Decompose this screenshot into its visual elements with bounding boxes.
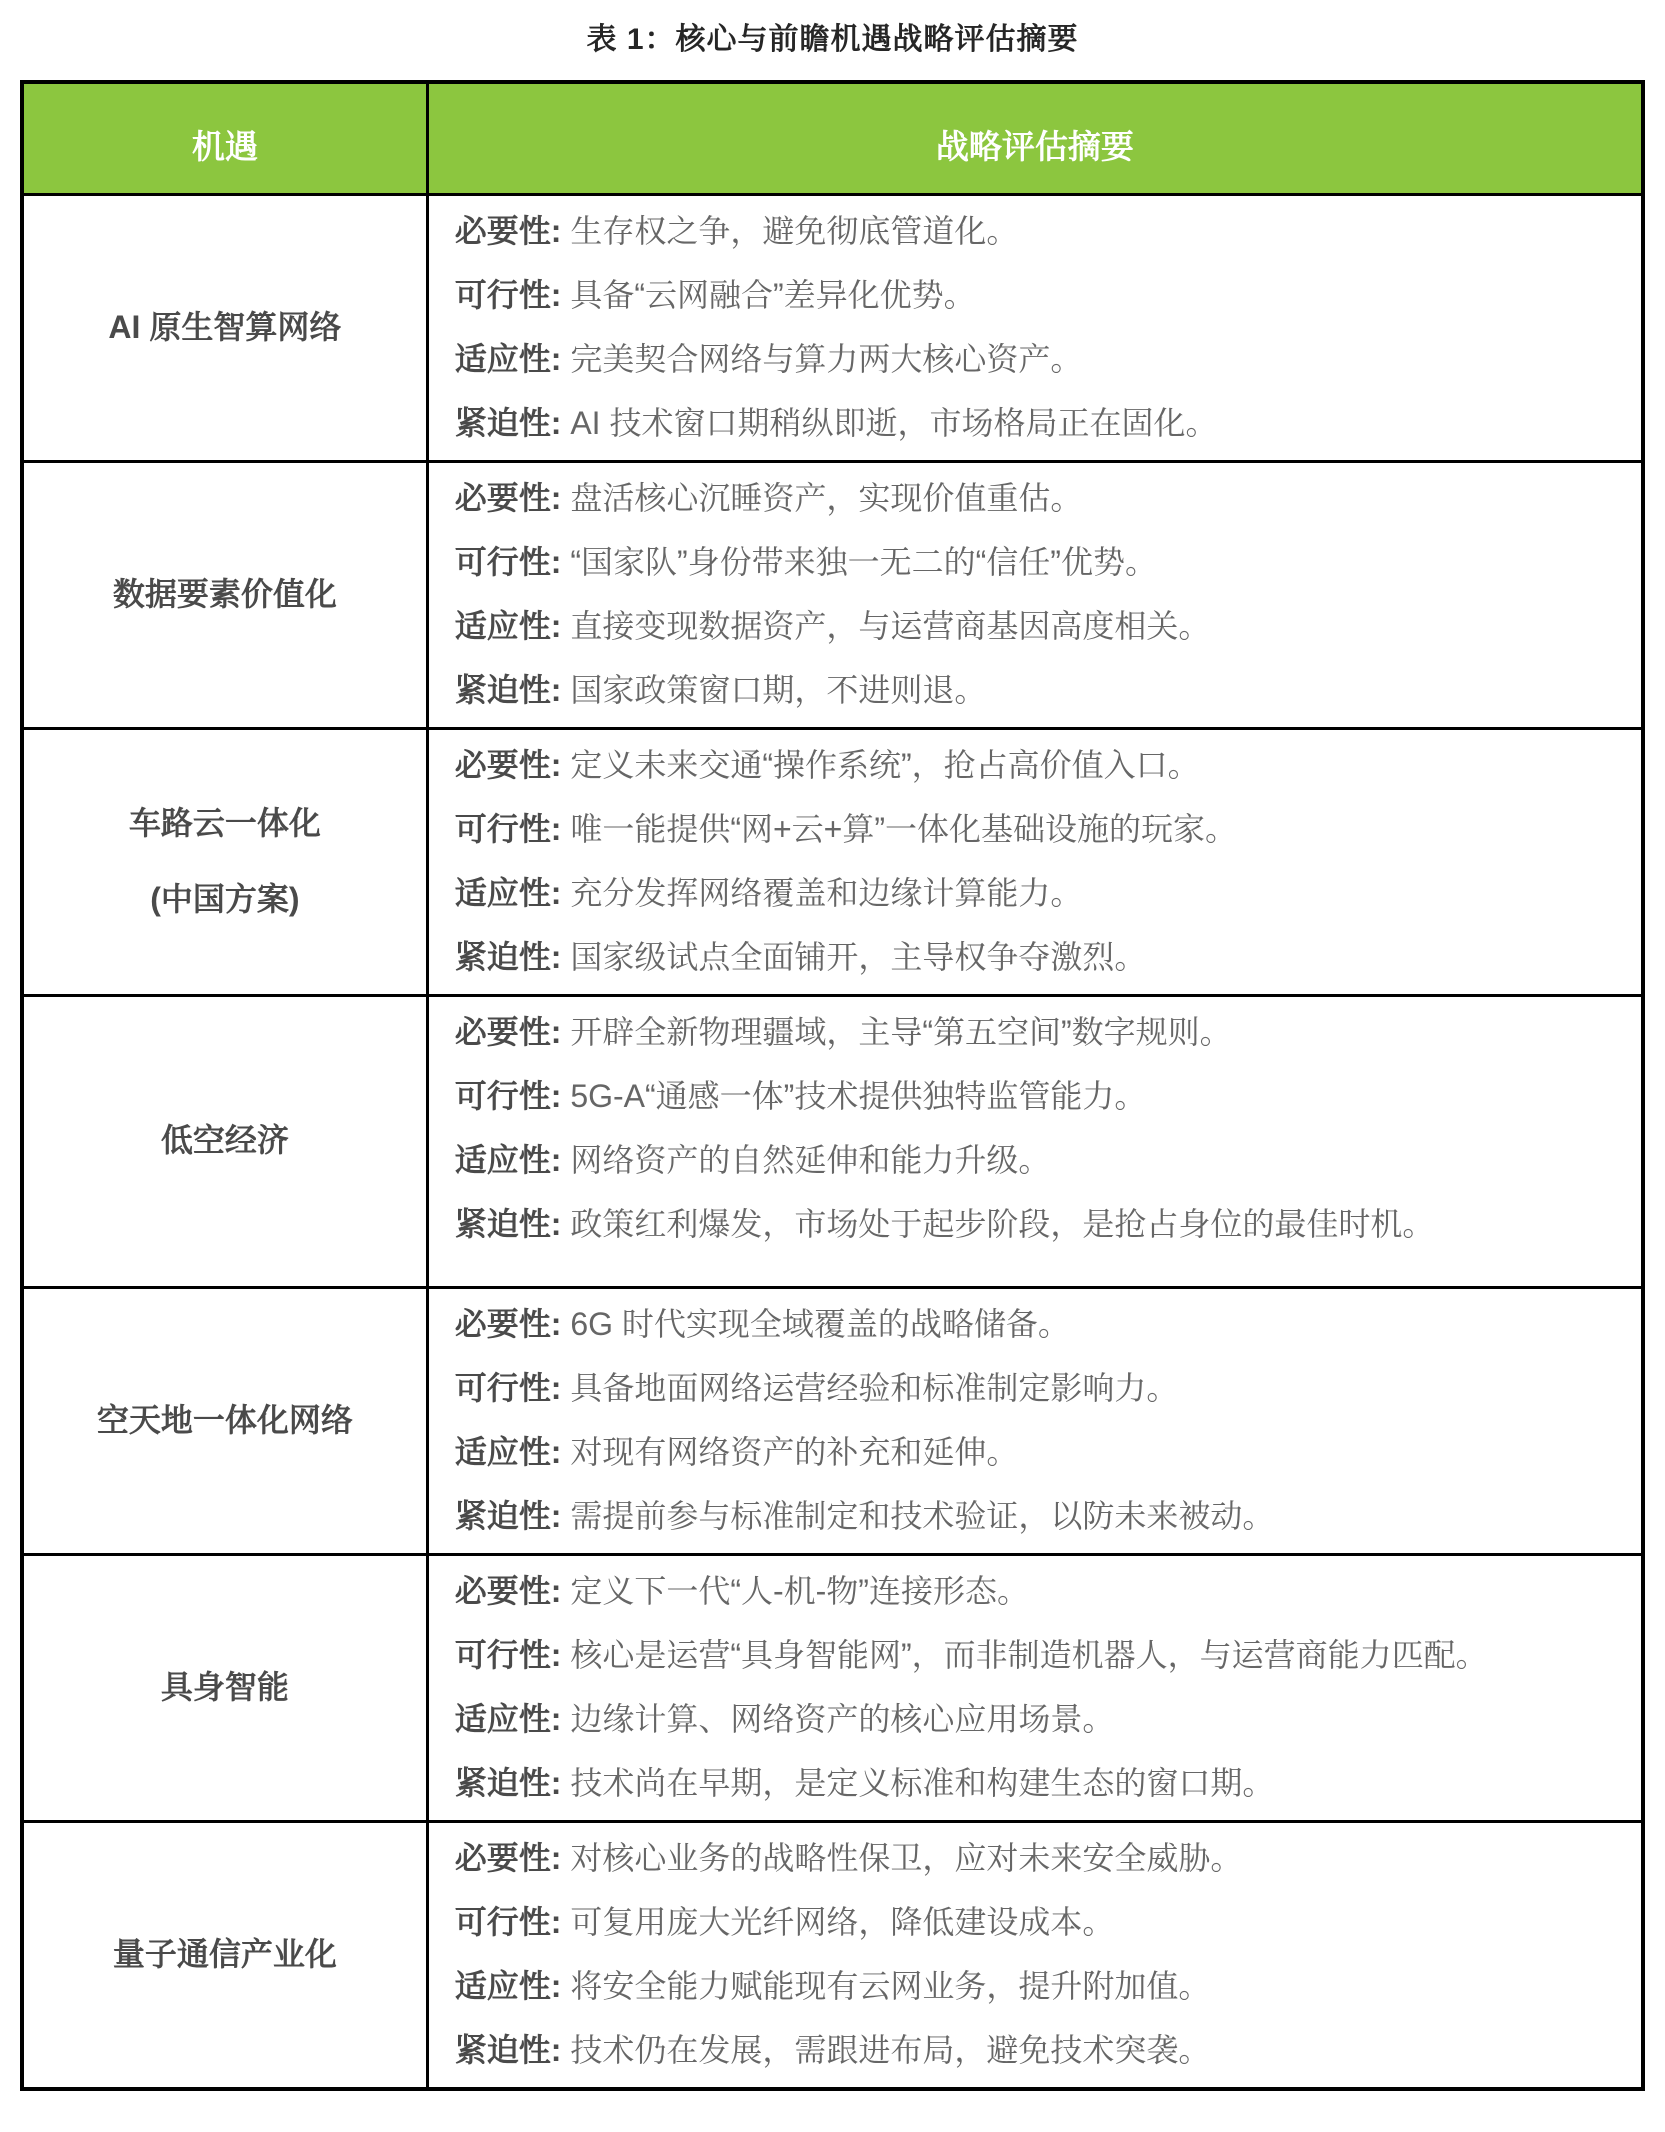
assessment-item-label: 紧迫性: xyxy=(454,1205,562,1242)
assessment-summary xyxy=(427,461,1643,728)
assessment-summary xyxy=(427,1821,1643,2089)
assessment-item: 适应性: 对现有网络资产的补充和延伸。 xyxy=(454,1433,1019,1470)
table-row xyxy=(22,1821,1643,2089)
assessment-item: 必要性: 定义下一代“人-机-物”连接形态。 xyxy=(454,1572,1029,1609)
table-row xyxy=(22,1554,1643,1821)
assessment-item-label: 必要性: xyxy=(454,1572,562,1609)
opportunity-name xyxy=(22,1821,427,2089)
assessment-item: 紧迫性: 国家级试点全面铺开，主导权争夺激烈。 xyxy=(454,938,1147,975)
assessment-item: 适应性: 边缘计算、网络资产的核心应用场景。 xyxy=(454,1700,1115,1737)
assessment-item: 适应性: 网络资产的自然延伸和能力升级。 xyxy=(454,1141,1051,1178)
assessment-item-label: 适应性: xyxy=(454,1433,562,1470)
assessment-item-label: 可行性: xyxy=(454,1369,562,1406)
assessment-item: 适应性: 完美契合网络与算力两大核心资产。 xyxy=(454,340,1083,377)
assessment-item-label: 必要性: xyxy=(454,1013,562,1050)
opportunity-name-line: (中国方案) xyxy=(150,880,300,917)
table-row xyxy=(22,728,1643,995)
assessment-item: 适应性: 充分发挥网络覆盖和边缘计算能力。 xyxy=(454,874,1083,911)
opportunity-name-line: 低空经济 xyxy=(160,1122,289,1159)
assessment-item-label: 可行性: xyxy=(454,543,562,580)
assessment-item-label: 紧迫性: xyxy=(454,1497,562,1534)
opportunity-name-line: 量子通信产业化 xyxy=(112,1935,337,1972)
opportunity-name xyxy=(22,461,427,728)
assessment-item-label: 可行性: xyxy=(454,810,562,847)
opportunity-name xyxy=(22,728,427,995)
assessment-item-label: 紧迫性: xyxy=(454,1764,562,1801)
assessment-item-label: 可行性: xyxy=(454,1903,562,1940)
assessment-item-label: 必要性: xyxy=(454,1839,562,1876)
assessment-item: 可行性: 具备地面网络运营经验和标准制定影响力。 xyxy=(454,1369,1179,1406)
opportunity-name-line: 具身智能 xyxy=(160,1668,289,1705)
assessment-item: 紧迫性: 国家政策窗口期，不进则退。 xyxy=(454,671,987,708)
assessment-item: 必要性: 定义未来交通“操作系统”，抢占高价值入口。 xyxy=(454,746,1200,783)
assessment-item-label: 必要性: xyxy=(454,746,562,783)
assessment-item-label: 适应性: xyxy=(454,1700,562,1737)
assessment-summary xyxy=(427,728,1643,995)
assessment-item-label: 可行性: xyxy=(454,1077,562,1114)
assessment-summary xyxy=(427,1287,1643,1554)
assessment-summary xyxy=(427,995,1643,1287)
assessment-item: 适应性: 将安全能力赋能现有云网业务，提升附加值。 xyxy=(454,1967,1211,2004)
header-summary: 战略评估摘要 xyxy=(427,82,1643,194)
assessment-item: 必要性: 开辟全新物理疆域，主导“第五空间”数字规则。 xyxy=(454,1013,1232,1050)
assessment-summary xyxy=(427,1554,1643,1821)
table-row xyxy=(22,1287,1643,1554)
assessment-item: 必要性: 6G 时代实现全域覆盖的战略储备。 xyxy=(454,1305,1070,1342)
assessment-item-label: 紧迫性: xyxy=(454,671,562,708)
assessment-item-label: 必要性: xyxy=(454,1305,562,1342)
assessment-item: 可行性: 可复用庞大光纤网络，降低建设成本。 xyxy=(454,1903,1115,1940)
assessment-item-label: 适应性: xyxy=(454,1967,562,2004)
assessment-item-label: 适应性: xyxy=(454,874,562,911)
opportunity-name xyxy=(22,1287,427,1554)
table-body xyxy=(22,194,1643,2089)
assessment-item: 适应性: 直接变现数据资产，与运营商基因高度相关。 xyxy=(454,607,1211,644)
assessment-item-label: 紧迫性: xyxy=(454,2031,562,2068)
assessment-item: 紧迫性: AI 技术窗口期稍纵即逝，市场格局正在固化。 xyxy=(454,404,1218,441)
assessment-item: 必要性: 盘活核心沉睡资产，实现价值重估。 xyxy=(454,479,1083,516)
assessment-item-label: 必要性: xyxy=(454,479,562,516)
assessment-item-label: 紧迫性: xyxy=(454,404,562,441)
assessment-item: 可行性: 5G-A“通感一体”技术提供独特监管能力。 xyxy=(454,1077,1147,1114)
opportunity-name xyxy=(22,995,427,1287)
opportunity-name-line: 空天地一体化网络 xyxy=(96,1401,353,1438)
assessment-item: 必要性: 对核心业务的战略性保卫，应对未来安全威胁。 xyxy=(454,1839,1243,1876)
header-opportunity: 机遇 xyxy=(22,82,427,194)
header-row xyxy=(22,82,1643,194)
page-title: 表 1：核心与前瞻机遇战略评估摘要 xyxy=(586,23,1079,56)
assessment-summary xyxy=(427,194,1643,461)
assessment-table xyxy=(20,80,1645,2091)
table-row xyxy=(22,995,1643,1287)
opportunity-name xyxy=(22,1554,427,1821)
table-row xyxy=(22,461,1643,728)
assessment-item: 紧迫性: 政策红利爆发，市场处于起步阶段，是抢占身位的最佳时机。 xyxy=(454,1205,1435,1242)
assessment-item: 紧迫性: 需提前参与标准制定和技术验证，以防未来被动。 xyxy=(454,1497,1275,1534)
assessment-item-label: 适应性: xyxy=(454,1141,562,1178)
assessment-item-label: 可行性: xyxy=(454,1636,562,1673)
assessment-item-label: 适应性: xyxy=(454,340,562,377)
opportunity-name-line: AI 原生智算网络 xyxy=(108,308,342,345)
assessment-item: 紧迫性: 技术仍在发展，需跟进布局，避免技术突袭。 xyxy=(454,2031,1211,2068)
assessment-item: 可行性: 唯一能提供“网+云+算”一体化基础设施的玩家。 xyxy=(454,810,1238,847)
assessment-item: 可行性: “国家队”身份带来独一无二的“信任”优势。 xyxy=(454,543,1157,580)
opportunity-name-line: 数据要素价值化 xyxy=(112,575,337,612)
opportunity-name xyxy=(22,194,427,461)
assessment-item-label: 紧迫性: xyxy=(454,938,562,975)
assessment-item: 可行性: 核心是运营“具身智能网”，而非制造机器人，与运营商能力匹配。 xyxy=(454,1636,1488,1673)
assessment-item-label: 适应性: xyxy=(454,607,562,644)
opportunity-name-line: 车路云一体化 xyxy=(128,805,321,842)
assessment-item: 紧迫性: 技术尚在早期，是定义标准和构建生态的窗口期。 xyxy=(454,1764,1275,1801)
assessment-item-label: 可行性: xyxy=(454,276,562,313)
assessment-item: 必要性: 生存权之争，避免彻底管道化。 xyxy=(454,212,1019,249)
assessment-item: 可行性: 具备“云网融合”差异化优势。 xyxy=(454,276,976,313)
table-row xyxy=(22,194,1643,461)
assessment-item-label: 必要性: xyxy=(454,212,562,249)
